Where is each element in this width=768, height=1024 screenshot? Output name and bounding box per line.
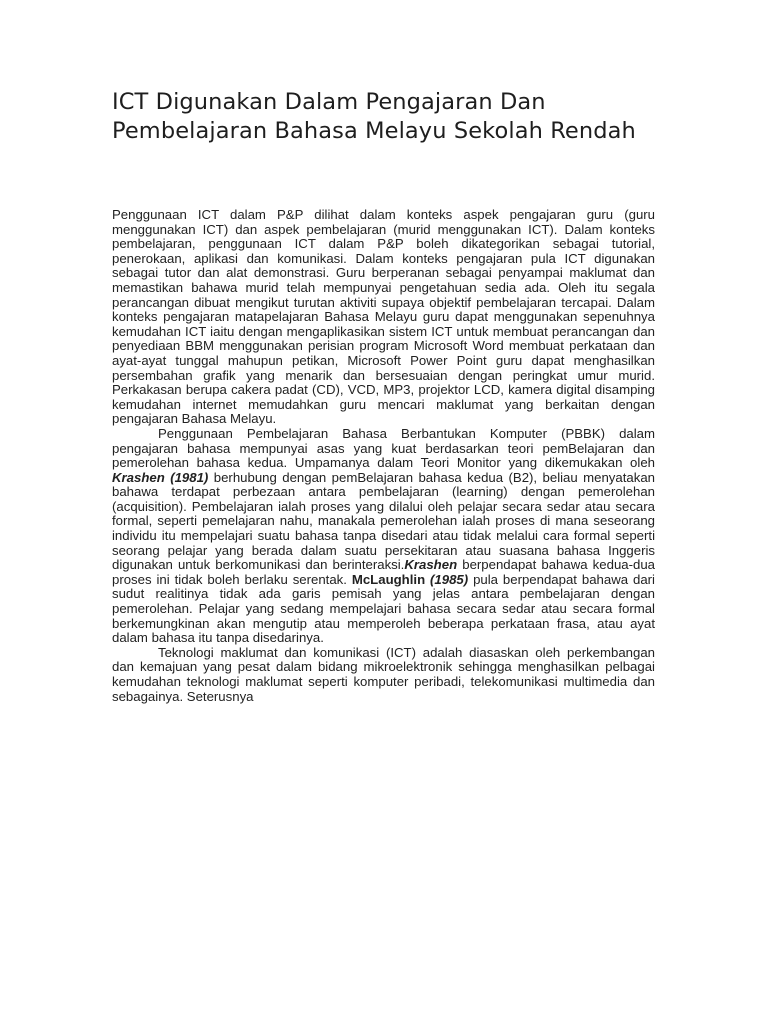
document-body — [112, 208, 655, 704]
paragraph-2-text-4: pula berpendapat bahawa dari sudut realitinya tidak ada garis pemisah yang jelas antara pembelajaran dengan pemerolehan. Pelajar yang sedang mempelajari bahasa secara sedar atau secara formal berkemungkinan akan mengutip atau memperoleh beberapa perkataan frasa, atau ayat dalam bahasa itu tanpa disedarinya. — [112, 571, 655, 646]
citation-krashen: Krashen — [404, 557, 458, 573]
citation-krashen-1981: Krashen (1981) — [112, 469, 209, 485]
paragraph-2-text-1: Penggunaan Pembelajaran Bahasa Berbantukan Komputer (PBBK) dalam pengajaran bahasa mempunyai asas yang kuat berdasarkan teori pemBelajaran dan pemerolehan bahasa kedua. Umpamanya dalam Teori Monitor yang dikemukakan oleh — [112, 425, 655, 471]
paragraph-2-text-3: berpendapat bahawa kedua-dua proses ini tidak boleh berlaku serentak. — [112, 557, 656, 587]
paragraph-3: Teknologi maklumat dan komunikasi (ICT) adalah diasaskan oleh perkembangan dan kemajuan yang pesat dalam bidang mikroelektronik sehingga menghasilkan pelbagai kemudahan teknologi maklumat seperti komputer peribadi, telekomunikasi multimedia dan sebagainya. Seterusnya — [112, 644, 655, 704]
document-title: ICT Digunakan Dalam Pengajaran Dan Pembelajaran Bahasa Melayu Sekolah Rendah — [112, 89, 636, 144]
paragraph-2 — [112, 427, 655, 646]
paragraph-1: Penggunaan ICT dalam P&P dilihat dalam konteks aspek pengajaran guru (guru menggunakan ICT) dan aspek pembelajaran (murid menggunakan ICT). Dalam konteks pembelajaran, penggunaan ICT dalam P&P boleh dikategorikan sebagai tutorial, penerokaan, aplikasi dan komunikasi. Dalam konteks pengajaran pula ICT digunakan sebagai tutor dan alat demonstrasi. Guru berperanan sebagai penyampai maklumat dan memastikan bahawa murid telah mempunyai pengetahuan sedia ada. Oleh itu segala perancangan dibuat mengikut turutan aktiviti supaya objektif pembelajaran tercapai. Dalam konteks pengajaran matapelajaran Bahasa Melayu guru dapat menggunakan sepenuhnya kemudahan ICT iaitu dengan mengaplikasikan sistem ICT untuk membuat perancangan dan penyediaan BBM menggunakan perisian program Microsoft Word membuat perkataan dan ayat-ayat tunggal mahupun petikan, Microsoft Power Point guru dapat menghasilkan persembahan grafik yang menarik dan bersesuaian dengan peringkat umur murid. Perkakasan berupa cakera padat (CD), VCD, MP3, projektor LCD, kamera digital disamping kemudahan internet memudahkan guru mencari maklumat yang berkaitan dengan pengajaran Bahasa Melayu. — [112, 207, 655, 427]
paragraph-2-text-2: berhubung dengan pemBelajaran bahasa kedua (B2), beliau menyatakan bahawa terdapat perbezaan antara pembelajaran (learning) dengan pemerolehan (acquisition). Pembelajaran ialah proses yang dilalui oleh pelajar secara sedar atau secara formal, seperti pemelajaran nahu, manakala pemerolehan ialah proses di mana seseorang individu itu mempelajari suatu bahasa tanpa disedari atau tidak melalui cara formal seperti seorang pelajar yang berada dalam suatu persekitaran atau suasana bahasa Inggeris digunakan untuk berkomunikasi dan berinteraksi. — [112, 469, 655, 573]
citation-mclaughlin: McLaughlin — [351, 571, 426, 587]
citation-mclaughlin-year: (1985) — [425, 571, 469, 587]
